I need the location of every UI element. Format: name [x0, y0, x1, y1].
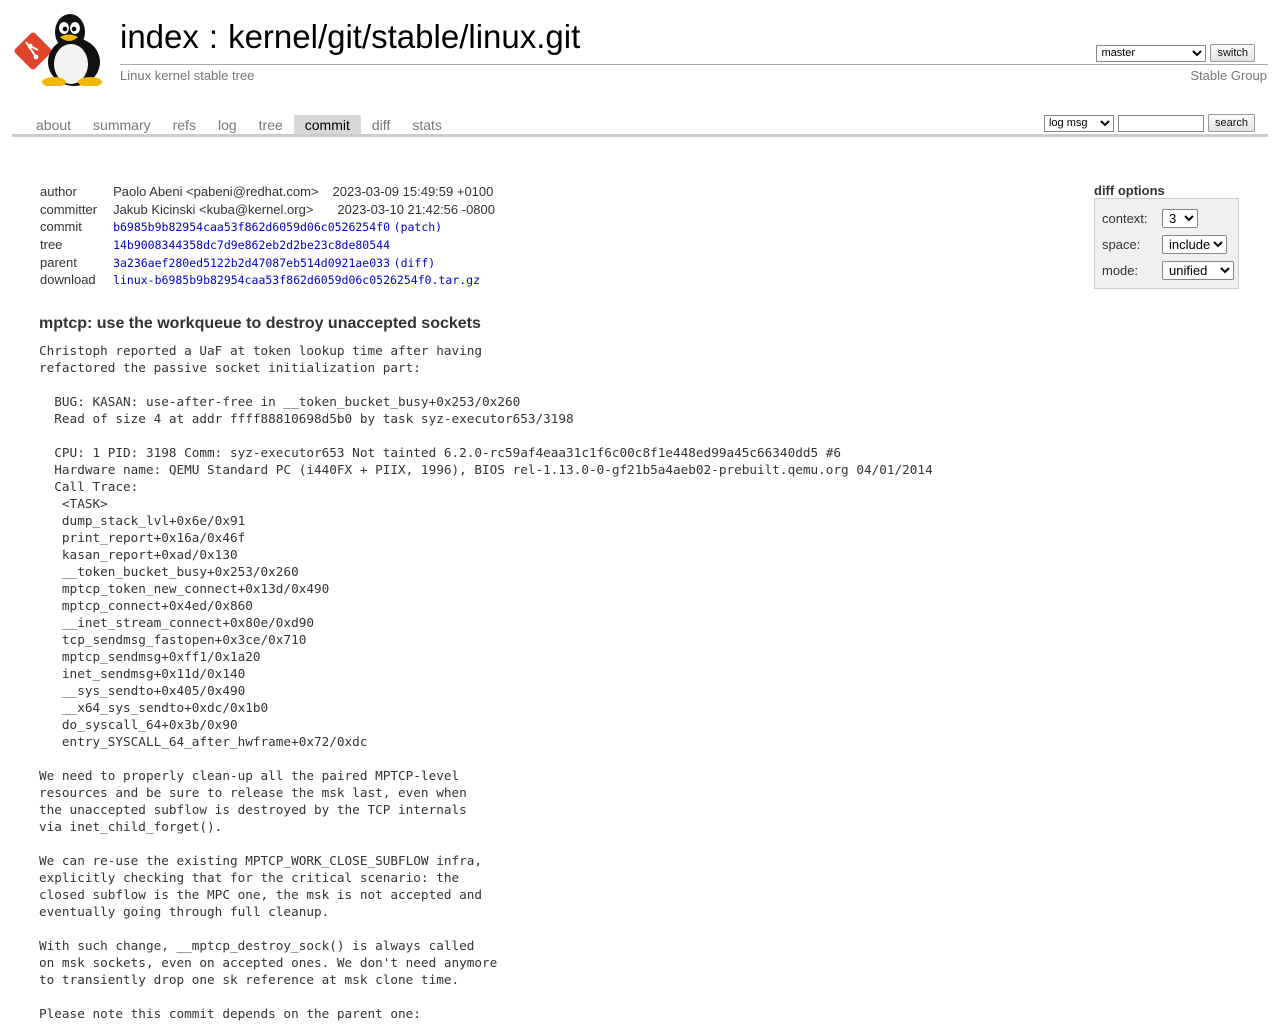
- download-label: download: [40, 272, 96, 288]
- tree-sha-link[interactable]: 14b9008344358dc7d9e862eb2d2be23c8de80544: [113, 238, 391, 253]
- tab-about[interactable]: about: [36, 117, 72, 133]
- parent-sha-link[interactable]: 3a236aef280ed5122b2d47087eb514d0921ae033: [113, 255, 391, 270]
- header-divider: [120, 64, 1268, 65]
- search-input[interactable]: [1118, 115, 1204, 132]
- committer-value: [107, 201, 501, 219]
- tab-log[interactable]: log: [217, 117, 237, 133]
- context-option: [1102, 209, 1198, 228]
- page-title: [120, 14, 580, 60]
- tree-value: [107, 236, 501, 254]
- download-link[interactable]: linux-b6985b9b82954caa53f862d6059d06c0526254f0.tar.gz: [113, 273, 481, 288]
- parent-label: parent: [40, 254, 77, 270]
- space-select[interactable]: [1162, 235, 1227, 254]
- space-option: [1102, 235, 1227, 254]
- author-name: Paolo Abeni <pabeni@redhat.com>: [113, 184, 319, 200]
- branch-select[interactable]: [1096, 45, 1206, 62]
- tab-tree[interactable]: tree: [258, 117, 283, 133]
- commit-label: commit: [40, 219, 82, 235]
- download-value: [107, 271, 501, 289]
- parent-row: [34, 253, 501, 271]
- branch-switch-form: [1096, 44, 1255, 62]
- cgit-logo[interactable]: [14, 12, 110, 86]
- switch-button[interactable]: switch: [1210, 44, 1255, 62]
- tab-diff[interactable]: diff: [371, 117, 391, 133]
- context-label: context:: [1102, 211, 1148, 226]
- author-row: [34, 183, 501, 201]
- commit-value: [107, 218, 501, 236]
- mode-option: [1102, 261, 1234, 280]
- nav-tabs: [25, 115, 453, 135]
- tab-stats[interactable]: stats: [412, 117, 442, 133]
- patch-link[interactable]: (patch): [393, 220, 443, 235]
- author-value: [107, 183, 501, 201]
- repo-description: Linux kernel stable tree: [120, 68, 255, 83]
- space-label: space:: [1102, 237, 1141, 252]
- search-mode-select[interactable]: [1044, 115, 1114, 132]
- title-separator: :: [208, 18, 219, 55]
- parent-diff-link[interactable]: (diff): [393, 255, 436, 270]
- tabs-divider: [12, 134, 1268, 137]
- commit-info-table: [34, 183, 501, 289]
- search-button[interactable]: search: [1208, 114, 1255, 132]
- author-label: author: [40, 184, 77, 200]
- committer-date: 2023-03-10 21:42:56 -0800: [337, 201, 495, 217]
- committer-row: [34, 201, 501, 219]
- tux-penguin-icon: [14, 12, 110, 86]
- git-diamond-logo: [14, 31, 53, 71]
- tab-summary[interactable]: summary: [93, 117, 151, 133]
- commit-sha-link[interactable]: b6985b9b82954caa53f862d6059d06c0526254f0: [113, 220, 391, 235]
- parent-value: [107, 253, 501, 271]
- committer-name: Jakub Kicinski <kuba@kernel.org>: [113, 201, 314, 217]
- mode-select[interactable]: [1162, 261, 1234, 280]
- index-link[interactable]: index: [120, 18, 199, 55]
- commit-message: Christoph reported a UaF at token lookup time after having refactored the passive socket initialization part: BUG: KASAN: use-after-free in __token_bucket_busy+0x253/0x260 Read of size 4 at addr ffff88810698d5b0 by task syz-executor653/3198 CPU: 1 PID: 3198 Comm: syz-executor653 Not tainted 6.2.0-rc59af4eaa31c1f6c00c8f1e448ed99a45c66340dd5 #6 Hardware name: QEMU Standard PC (i440FX + PIIX, 1996), BIOS rel-1.13.0-0-gf21b5a4aeb02-prebuilt.qemu.org 04/01/2014 Call Trace: <TASK> dump_stack_lvl+0x6e/0x91 print_report+0x16a/0x46f kasan_report+0xad/0x130 __token_bucket_busy+0x253/0x260 mptcp_token_new_connect+0x13d/0x490 mptcp_connect+0x4ed/0x860 __inet_stream_connect+0x80e/0xd90 tcp_sendmsg_fastopen+0x3ce/0x710 mptcp_sendmsg+0xff1/0x1a20 inet_sendmsg+0x11d/0x140 __sys_sendto+0x405/0x490 __x64_sys_sendto+0xdc/0x1b0 do_syscall_64+0x3b/0x90 entry_SYSCALL_64_after_hwframe+0x72/0xdc We need to properly clean-up all the paired MPTCP-level resources and be sure to release the msk last, even when the unaccepted subflow is destroyed by the TCP internals via inet_child_forget(). We can re-use the existing MPTCP_WORK_CLOSE_SUBFLOW infra, explicitly checking that for the critical scenario: the closed subflow is the MPC one, the msk is not accepted and eventually going through full cleanup. With such change, __mptcp_destroy_sock() is always called on msk sockets, even on accepted ones. We don't need anymore to transiently drop one sk reference at msk clone time. Please note this commit depends on the parent one:: [39, 343, 933, 1021]
- commit-subject: mptcp: use the workqueue to destroy unaccepted sockets: [39, 315, 481, 332]
- search-form: [1044, 114, 1255, 132]
- tree-row: [34, 236, 501, 254]
- committer-label: committer: [40, 201, 98, 217]
- tree-label: tree: [40, 237, 63, 253]
- download-row: [34, 271, 501, 289]
- author-date: 2023-03-09 15:49:59 +0100: [332, 184, 494, 200]
- diff-options-heading: diff options: [1094, 183, 1165, 198]
- repo-owner: Stable Group: [1190, 68, 1267, 83]
- tab-refs[interactable]: refs: [172, 117, 196, 133]
- diff-options-panel: [1094, 198, 1239, 289]
- tab-commit[interactable]: commit: [294, 115, 361, 135]
- commit-row: [34, 218, 501, 236]
- mode-label: mode:: [1102, 263, 1139, 278]
- repo-link[interactable]: kernel/git/stable/linux.git: [228, 18, 581, 55]
- context-select[interactable]: [1162, 209, 1198, 228]
